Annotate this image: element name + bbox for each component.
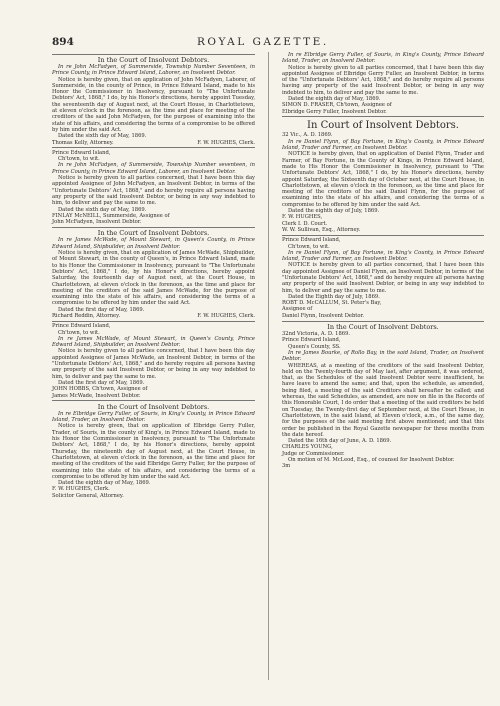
notice-date: Dated the eighth day of May, 1869.: [58, 480, 151, 487]
notice-heading: In the Court of Insolvent Debtors.: [97, 402, 210, 411]
venue: Prince Edward Island,: [52, 149, 111, 156]
venue: Prince Edward Island,: [282, 237, 341, 244]
assignee-signature: Elbridge Gerry Fuller, Insolvent Debtor.: [282, 108, 387, 115]
notice-date: Dated the eighth day of May, 1869.: [288, 96, 381, 103]
notice-date: Dated the sixth day of May, 1869.: [58, 133, 147, 140]
page-header: [52, 36, 452, 50]
case-title: In re John McFadyen, of Summerside, Township Number Seventeen, in Prince County, in Prince Edward Island, Laborer, an Insolvent Debtor.: [52, 64, 255, 77]
notice-date: Dated the first day of May, 1869.: [58, 306, 145, 313]
clerk: Clerk I. D. Court.: [282, 220, 328, 227]
clerk: F. W. HUGHES,: [282, 214, 323, 221]
assignee-signature: James McWade, Insolvent Debtor.: [52, 392, 141, 399]
regnal-year: 32nd Victoria, A. D. 1869.: [282, 331, 351, 338]
attorney: Thomas Kelly, Attorney.: [52, 139, 114, 146]
case-title: In re James Bourke, of Rollo Bay, in the said Island, Trader, an Insolvent Debtor.: [282, 349, 484, 363]
case-title: In re Daniel Flynn, of Bay Fortune, in King's County, in Prince Edward Island, Trader and Farmer, an Insolvent Debtor.: [282, 138, 484, 152]
right-column: [282, 52, 484, 470]
notice-body: Notice is hereby given to all parties concerned, that I have been this day appointed Assignee of James McWade, an Insolvent Debtor, in terms of the "Unfortunate Debtors' Act, 1868," and do hereby require all persons having any property of the said Insolvent Debtor, or being in any way indebted to him, to deliver and pay the same to me.: [52, 348, 255, 380]
rule: [282, 321, 484, 322]
assignee-signature: Assignee of: [282, 306, 313, 313]
rule: [52, 400, 255, 401]
assignee-signature: FINLAY McNEILL, Summerside, Assignee of: [52, 212, 170, 219]
rule: [282, 235, 484, 236]
attorney: Richard Reddin, Attorney.: [52, 312, 120, 319]
publication-title: ROYAL GAZETTE.: [197, 36, 329, 48]
notice-body: Notice is hereby given, that on application of Elbridge Gerry Fuller, Trader, of Souris, in the county of King's, in Prince Edward Island, made to his Honor the Commissioner in Insolvency, pursuant to "The Unfortunate Debtors' Act, 1868," I do, by his Honor's directions, hereby appoint Thursday, the nineteenth day of August next, at the Court House, in Charlottetown, at eleven o'clock in the forenoon, as the time and place for meeting of the creditors of the said Elbridge Gerry Fuller, for the purpose of examining into the state of his affairs, and considering the terms of a compromise to be offered by him under the said Act.: [52, 423, 255, 480]
notice-heading: In the Court of Insolvent Debtors.: [97, 229, 210, 238]
notice-body: Notice is hereby given to all parties concerned, that I have been this day appointed Assignee of Elbridge Gerry Fuller, an Insolvent Debtor, in terms of the "Unfortunate Debtors' Act, 1868," and do hereby require all persons having any property of the said Insolvent Debtor, or being in any way indebted to him, to deliver and pay the same to me.: [282, 64, 484, 96]
notice-body: WHEREAS, at a meeting of the creditors of the said Insolvent Debtor, held on the Twenty-fourth day of May last, after argument, it was ordered, that, as the Schedules of the said Insolvent Debtor were insufficient, he have leave to amend the same; and that, upon the schedule, as amended, being filed, a meeting of the said Creditors shall hereafter be called; and whereas, the said Schedules, as amended, are now on file in the Records of this Honorable Court, I do order that a meeting of the said creditors be held on Tuesday, the Twenty-first day of September next, at the Court House, in Charlottetown, in the said Island, at Eleven o'clock, a.m., of the same day, for the purposes of the said meeting first above mentioned; and that this order be published in the Royal Gazette newspaper for three months from the date hereof.: [282, 362, 484, 438]
attorney: Solicitor General, Attorney.: [52, 492, 124, 499]
regnal-year: 32 Vic., A. D. 1869.: [282, 132, 333, 139]
venue: Prince Edward Island,: [52, 323, 111, 330]
notice-heading: In the Court of Insolvent Debtors.: [327, 323, 439, 332]
rule: [52, 147, 255, 148]
rule: [52, 321, 255, 322]
case-title: In re Elbridge Gerry Fuller, of Souris, in King's County, Prince Edward Island, Trader, an Insolvent Debtor.: [282, 52, 484, 65]
clerk: F. W. HUGHES, Clerk.: [197, 312, 255, 319]
notice-date: Dated the Eighth day of July, 1869.: [288, 293, 380, 300]
notice-heading: In Court of Insolvent Debtors.: [307, 120, 459, 132]
clerk: F. W. HUGHES, Clerk.: [52, 486, 110, 493]
notice-body: Notice is hereby given to all parties concerned, that I have been this day appointed Assignee of John McFadyen, an Insolvent Debtor, in terms of the "Unfortunate Debtors' Act, 1868," and do hereby require all persons having any property of the said Insolvent Debtor, or being in any way indebted to him, to deliver and pay the same to me.: [52, 175, 255, 207]
clerk: F. W. HUGHES, Clerk.: [197, 139, 255, 146]
notice-body: NOTICE is hereby given, that on application of Daniel Flynn, Trader and Farmer, of Bay Fortune, in the County of Kings, in Prince Edward Island, made to His Honor the Commissioner in Insolvency, pursuant to "The Unfortunate Debtors' Act, 1868," I do, by his Honor's directions, hereby appoint Saturday, the Sixteenth day of October next, at the Court House, in Charlottetown, at eleven o'clock in the forenoon, as the time and place for meeting of the creditors of the said Daniel Flynn, for the purpose of examining into the state of his affairs, and considering the terms of a compromise to be offered by him under the said Act.: [282, 151, 484, 208]
column-divider: [268, 52, 269, 680]
notice-body: Notice is hereby given, that on application of James McWade, Shipbuilder, of Mount Stewart, in the county of Queen's, in Prince Edward Island, made to his Honor the Commissioner in Insolvency, pursuant to "The Unfortunate Debtors' Act, 1868," I do, by his Honor's directions, hereby appoint Saturday, the fourteenth day of August next, at the Court House, in Charlottetown, at eleven o'clock in the forenoon, as the time and place for meeting of the creditors of the said James McWade, for the purpose of examining into the state of his affairs, and considering the terms of a compromise to be offered by him under the said Act.: [52, 250, 255, 307]
rule: [52, 227, 255, 228]
page-number: 894: [52, 36, 74, 48]
assignee-signature: JOHN HOBBS, Ch'town, Assignee of: [52, 386, 148, 393]
assignee-signature: SIMON D. FRASER, Ch'town, Assignee of: [282, 102, 392, 109]
assignee-signature: Daniel Flynn, Insolvent Debtor.: [282, 312, 365, 319]
assignee-signature: John McFadyen, Insolvent Debtor.: [52, 219, 142, 226]
case-title: In re John McFadyen, of Summerside, Township Number seventeen, in Prince County, in Prince Edward Island, Laborer, an Insolvent Debtor.: [52, 162, 255, 175]
notice-date: Dated the eighth day of July, 1869.: [288, 208, 380, 215]
judge-signature: Judge or Commissioner.: [282, 450, 345, 457]
signature-line: [52, 140, 255, 146]
venue: Prince Edward Island,: [282, 337, 341, 344]
notice-body: Notice is hereby given, that on application of John McFadyen, Laborer, of Summerside, in the county of Prince, in Prince Edward Island, made to his Honor the Commissioner in Insolvency, pursuant to "The Unfortunate Debtors' Act, 1868," I do, by his Honor's directions, hereby appoint Tuesday, the seventeenth day of August next, at the Court House, in Charlottetown, at eleven o'clock in the forenoon, as the time and place for meeting of the creditors of the said John McFadyen, for the purpose of examining into the state of his affairs, and considering the terms of a compromise to be offered by him under the said Act.: [52, 76, 255, 133]
venue: Ch'town, to wit.: [58, 156, 100, 163]
case-title: In re Daniel Flynn, of Bay Fortune, in King's County, in Prince Edward Island, Trader and Farmer, an Insolvent Debtor.: [282, 249, 484, 263]
notice-date: Dated the first day of May, 1869.: [58, 379, 145, 386]
notice-date: Dated the 16th day of June, A. D. 1869.: [288, 438, 392, 445]
rule: [52, 54, 255, 55]
rule: [282, 116, 484, 117]
notice-date: Dated the sixth day of May, 1869.: [58, 206, 147, 213]
judge-signature: CHARLES YOUNG,: [282, 444, 333, 451]
case-title: In re Elbridge Gerry Fuller, of Souris, in King's County, in Prince Edward Island, Trader, an Insolvent Debtor.: [52, 410, 255, 424]
case-title: In re James McWade, of Mount Stewart, in Queen's County, in Prince Edward Island, Shipbuilder, an Insolvent Debtor.: [52, 237, 255, 250]
venue: Queen's County, SS.: [288, 343, 341, 350]
notice-body: NOTICE is hereby given to all parties concerned, that I have been this day appointed Assignee of Daniel Flynn, an Insolvent Debtor, in terms of the "Unfortunate Debtors' Act, 1868," and do hereby require all persons having any property of the said Insolvent Debtor, or being in any way indebted to him, to deliver and pay the same to me.: [282, 262, 484, 294]
left-column: [52, 52, 255, 499]
signature-line: [52, 313, 255, 319]
venue: Ch'town, to wit.: [288, 243, 330, 250]
venue: Ch'town, to wit.: [58, 329, 100, 336]
notice-heading: In the Court of Insolvent Debtors.: [97, 56, 210, 64]
motion-note: On motion of M. McLeod, Esq., of counsel for Insolvent Debtor.: [288, 457, 455, 464]
case-title: In re James McWade, of Mount Stewart, in Queen's County, Prince Edward Island, Shipbuilder, an Insolvent Debtor.: [52, 335, 255, 349]
insertion-mark: 3m: [282, 463, 291, 470]
attorney: W. W. Sullivan, Esq., Attorney.: [282, 226, 361, 233]
assignee-signature: ROBT D. McCALLUM, St. Peter's Bay,: [282, 300, 382, 307]
